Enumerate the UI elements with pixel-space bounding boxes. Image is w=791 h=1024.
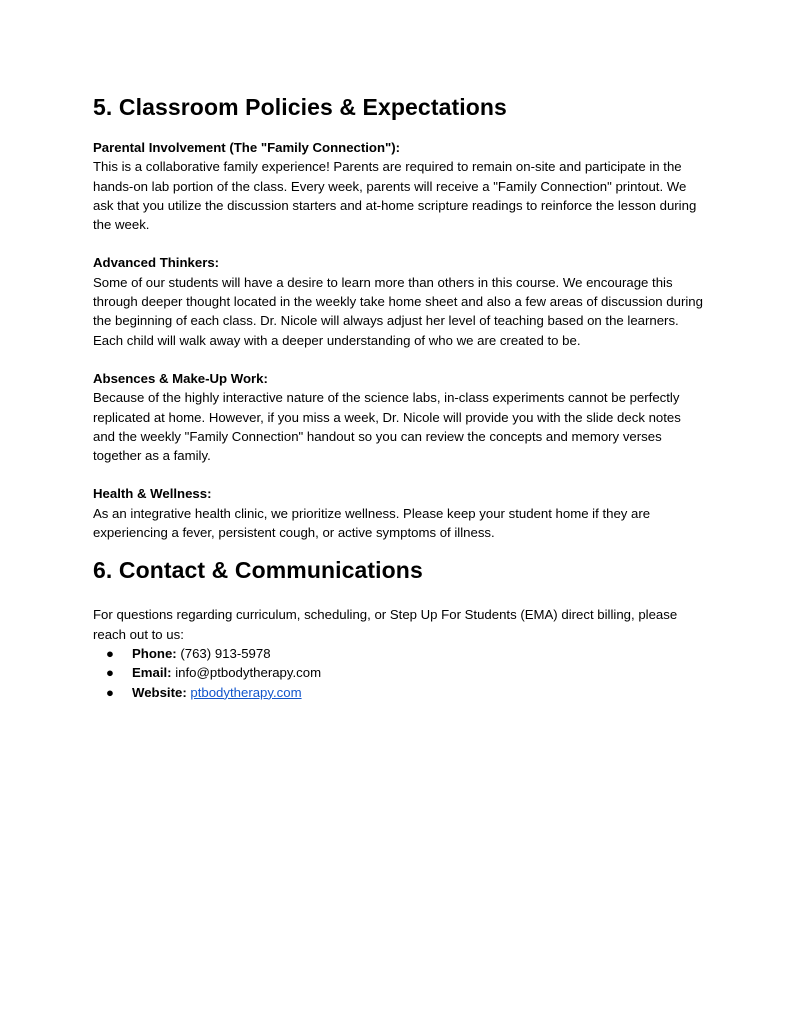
section-5-heading: 5. Classroom Policies & Expectations (93, 94, 507, 120)
policy-text: As an integrative health clinic, we prioritize wellness. Please keep your student home if they are experiencing a fever, persistent cough, or active symptoms of illness. (93, 505, 651, 541)
policy-health-wellness (93, 484, 703, 542)
policy-absences (93, 369, 703, 465)
policy-text: This is a collaborative family experience! Parents are required to remain on-site and participate in the hands-on lab portion of the class. Every week, parents will receive a "Family Connection" printout. We ask that you utilize the discussion starters and at-home scripture readings to reinforce the lesson during the week. (93, 159, 697, 233)
policy-parental-involvement (93, 138, 703, 234)
policy-title: Absences & Make-Up Work: (93, 370, 268, 386)
policy-text: Some of our students will have a desire to learn more than others in this course. We encourage this through deeper thought located in the weekly take home sheet and also a few areas of discussion during the beginning of each class. Dr. Nicole will always adjust her level of teaching based on the learners. Each child will walk away with a deeper understanding of who we are created to be. (93, 274, 703, 348)
contact-value: (763) 913-5978 (176, 645, 271, 661)
contact-list (93, 644, 703, 702)
contact-phone (93, 644, 703, 663)
policy-advanced-thinkers (93, 253, 703, 349)
contact-label: Website: (132, 684, 187, 700)
contact-value: info@ptbodytherapy.com (171, 665, 322, 681)
contact-label: Phone: (132, 645, 177, 661)
website-link[interactable]: ptbodytherapy.com (190, 684, 302, 700)
policy-text: Because of the highly interactive nature of the science labs, in-class experiments cannot be perfectly replicated at home. However, if you miss a week, Dr. Nicole will provide you with the slide deck notes and the weekly "Family Connection" handout so you can review the concepts and memory verses together as a family. (93, 390, 681, 464)
policy-title: Advanced Thinkers: (93, 255, 220, 271)
section-6-heading: 6. Contact & Communications (93, 557, 423, 584)
policy-title: Parental Involvement (The "Family Connection"): (93, 140, 401, 155)
contact-email (93, 663, 703, 682)
contact-website (93, 683, 703, 702)
bullet-icon: ● (106, 665, 114, 681)
document-page (93, 92, 703, 702)
policy-title: Health & Wellness: (93, 486, 212, 502)
bullet-icon: ● (106, 645, 114, 661)
contact-intro: For questions regarding curriculum, scheduling, or Step Up For Students (EMA) direct billing, please reach out to us: (93, 607, 678, 642)
contact-label: Email: (132, 665, 172, 681)
bullet-icon: ● (106, 684, 114, 700)
